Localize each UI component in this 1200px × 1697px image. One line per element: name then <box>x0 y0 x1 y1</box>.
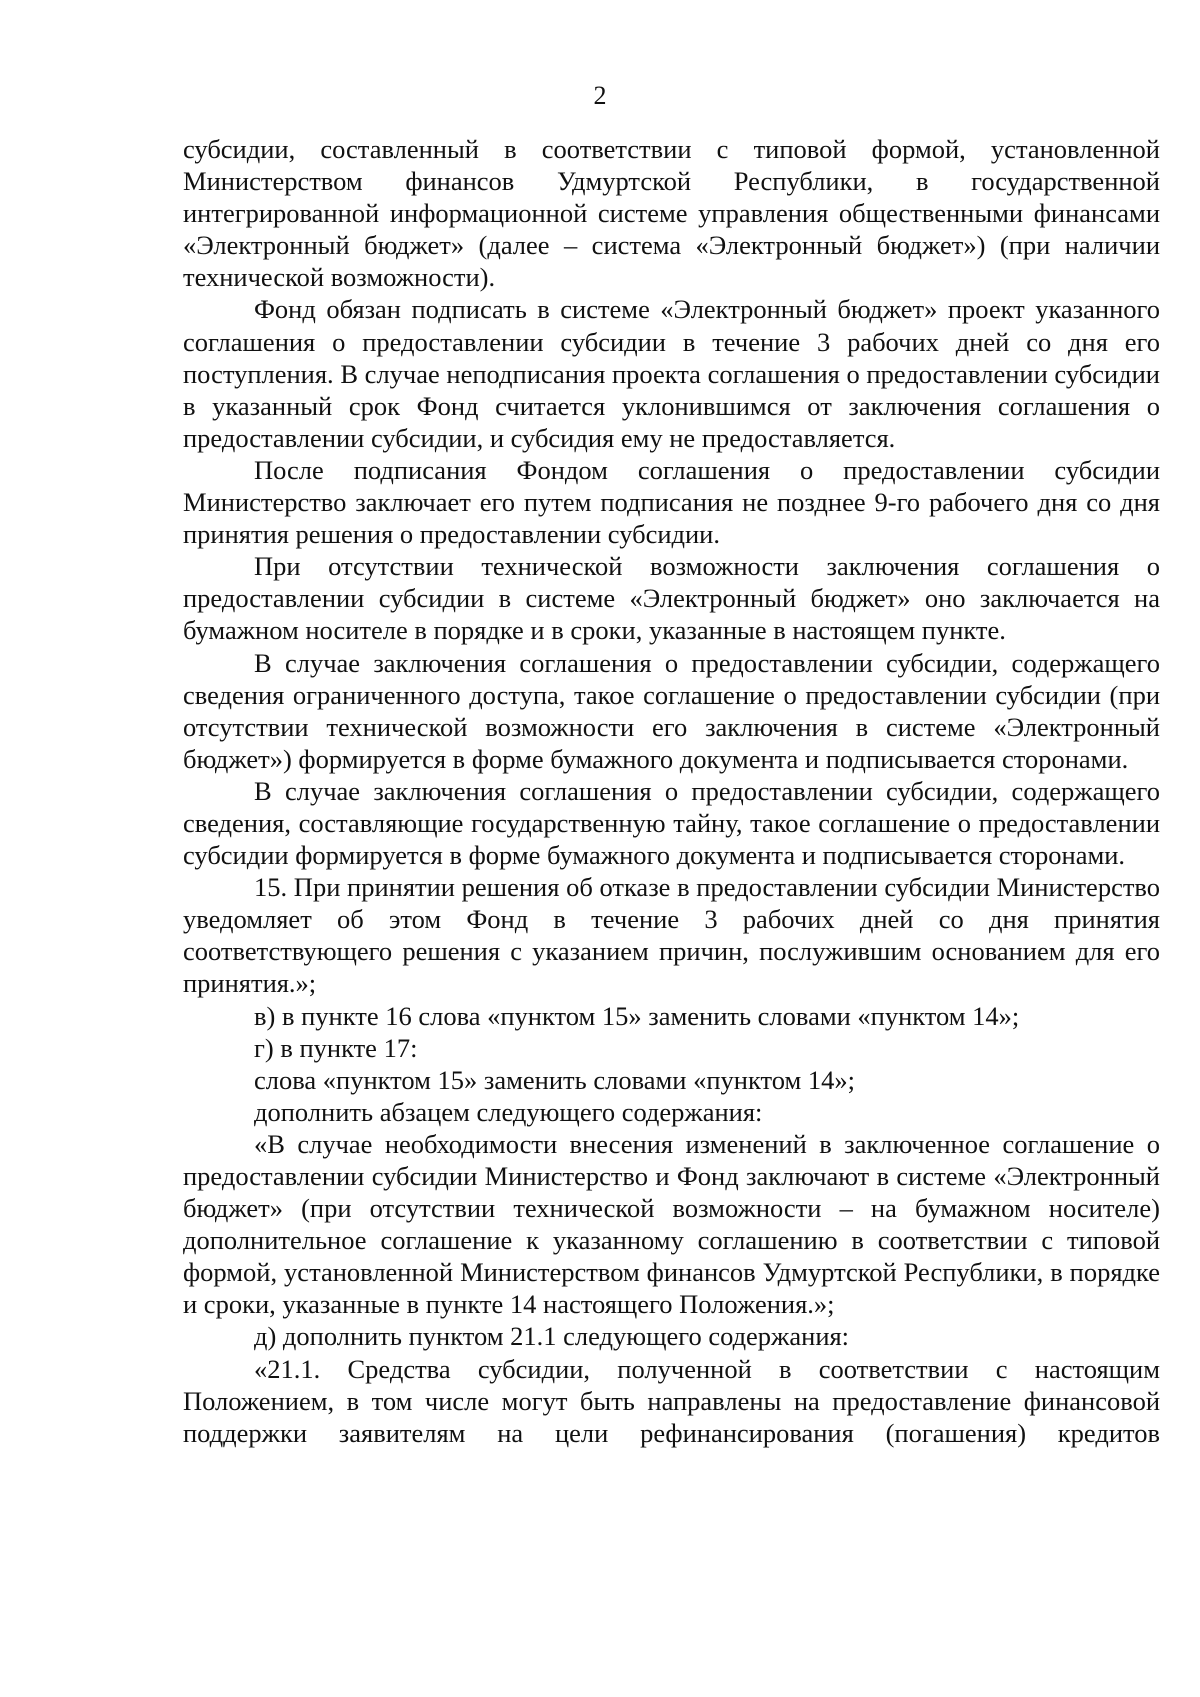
paragraph: Фонд обязан подписать в системе «Электронный бюджет» проект указанного соглашения о предоставлении субсидии в течение 3 рабочих дней со дня его поступления. В случае неподписания проекта соглашения о предоставлении субсидии в указанный срок Фонд считается уклонившимся от заключения соглашения о предоставлении субсидии, и субсидия ему не предоставляется. <box>183 294 1160 453</box>
document-body <box>183 133 1160 1449</box>
paragraph: д) дополнить пунктом 21.1 следующего содержания: <box>254 1321 850 1352</box>
paragraph: субсидии, составленный в соответствии с типовой формой, установленной Министерством финансов Удмуртской Республики, в государственной интегрированной информационной системе управления общественными финансами «Электронный бюджет» (далее – система «Электронный бюджет») (при наличии технической возможности). <box>183 134 1160 293</box>
paragraph: 15. При принятии решения об отказе в предоставлении субсидии Министерство уведомляет об этом Фонд в течение 3 рабочих дней со дня принятия соответствующего решения с указанием причин, послужившим основанием для его принятия.»; <box>183 872 1160 999</box>
paragraph: В случае заключения соглашения о предоставлении субсидии, содержащего сведения, составляющие государственную тайну, такое соглашение о предоставлении субсидии формируется в форме бумажного документа и подписывается сторонами. <box>183 775 1160 871</box>
paragraph: «21.1. Средства субсидии, полученной в соответствии с настоящим Положением, в том числе могут быть направлены на предоставление финансовой поддержки заявителям на цели рефинансирования (погашения) кредитов <box>183 1353 1160 1448</box>
paragraph: слова «пунктом 15» заменить словами «пунктом 14»; <box>254 1064 855 1095</box>
paragraph: В случае заключения соглашения о предоставлении субсидии, содержащего сведения ограниченного доступа, такое соглашение о предоставлении субсидии (при отсутствии технической возможности его заключения в системе «Электронный бюджет») формируется в форме бумажного документа и подписывается сторонами. <box>183 647 1160 774</box>
paragraph: в) в пункте 16 слова «пунктом 15» заменить словами «пунктом 14»; <box>254 1000 1020 1031</box>
page-number: 2 <box>593 81 607 110</box>
paragraph: При отсутствии технической возможности заключения соглашения о предоставлении субсидии в системе «Электронный бюджет» оно заключается на бумажном носителе в порядке и в сроки, указанные в настоящем пункте. <box>183 551 1160 646</box>
paragraph: «В случае необходимости внесения изменений в заключенное соглашение о предоставлении субсидии Министерство и Фонд заключают в системе «Электронный бюджет» (при отсутствии технической возможности – на бумажном носителе) дополнительное соглашение к указанному соглашению в соответствии с типовой формой, установленной Министерством финансов Удмуртской Республики, в порядке и сроки, указанные в пункте 14 настоящего Положения.»; <box>183 1128 1160 1320</box>
paragraph: г) в пункте 17: <box>254 1032 418 1063</box>
paragraph: После подписания Фондом соглашения о предоставлении субсидии Министерство заключает его путем подписания не позднее 9-го рабочего дня со дня принятия решения о предоставлении субсидии. <box>183 454 1160 550</box>
paragraph: дополнить абзацем следующего содержания: <box>254 1096 763 1127</box>
